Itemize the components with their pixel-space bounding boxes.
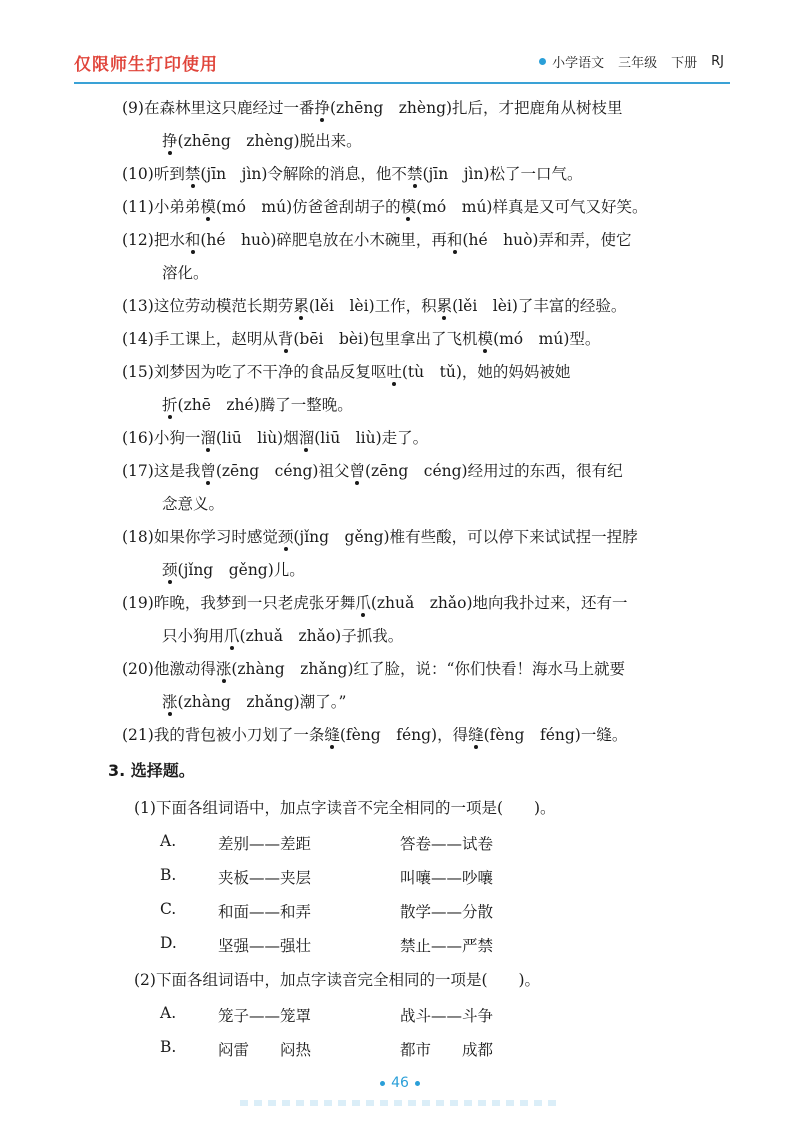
text-segment: (lěi lèi)了丰富的经验。 bbox=[452, 297, 627, 315]
text-segment: (zhuǎ zhǎo)子抓我。 bbox=[239, 627, 404, 645]
text-segment: (fèng féng)一缝。 bbox=[483, 726, 628, 744]
exercise-item bbox=[122, 191, 732, 224]
exercise-item-continuation bbox=[122, 620, 732, 653]
text-segment: (bēi bèi)包里拿出了飞机 bbox=[293, 330, 478, 348]
text-segment: 念意义。 bbox=[162, 495, 225, 513]
option-words-2: 战斗——斗争 bbox=[400, 1007, 494, 1025]
text-segment: (19)昨晚，我梦到一只老虎张牙舞 bbox=[122, 594, 356, 612]
exercise-item bbox=[122, 224, 732, 257]
text-segment: (mó mú)仿爸爸刮胡子的 bbox=[215, 198, 401, 216]
option-label: A. bbox=[160, 832, 177, 850]
exercise-list bbox=[122, 92, 732, 752]
exercise-item-continuation bbox=[122, 389, 732, 422]
exercise-item bbox=[122, 158, 732, 191]
bullet-dot-icon bbox=[415, 1081, 420, 1086]
exercise-item bbox=[122, 653, 732, 686]
q2-option-b[interactable] bbox=[160, 1038, 493, 1060]
exercise-item bbox=[122, 290, 732, 323]
footer-decoration bbox=[240, 1100, 560, 1106]
text-segment: (mó mú)样真是又可气又好笑。 bbox=[416, 198, 648, 216]
exercise-item bbox=[122, 587, 732, 620]
text-segment: 只小狗用 bbox=[162, 627, 225, 645]
text-segment: (20)他激动得 bbox=[122, 660, 216, 678]
bullet-dot-icon bbox=[539, 58, 546, 65]
text-segment: (mó mú)型。 bbox=[493, 330, 601, 348]
exercise-item-continuation bbox=[122, 686, 732, 719]
dotted-character: 模 bbox=[200, 191, 216, 224]
text-segment: (16)小狗一 bbox=[122, 429, 201, 447]
dotted-character: 模 bbox=[401, 191, 417, 224]
exercise-item bbox=[122, 356, 732, 389]
dotted-character: 背 bbox=[278, 323, 294, 356]
exercise-item bbox=[122, 323, 732, 356]
text-segment: (17)这是我 bbox=[122, 462, 201, 480]
text-segment: (zhàng zhǎng)潮了。” bbox=[177, 693, 347, 711]
dotted-character: 涨 bbox=[162, 686, 178, 719]
dotted-character: 禁 bbox=[185, 158, 201, 191]
question-2: (2)下面各组词语中，加点字读音完全相同的一项是( )。 bbox=[134, 971, 541, 989]
option-words-2: 叫嚷——吵嚷 bbox=[400, 869, 494, 887]
dotted-character: 累 bbox=[437, 290, 453, 323]
option-words-1: 闷雷 闷热 bbox=[218, 1041, 312, 1059]
option-label: D. bbox=[160, 934, 177, 952]
book-info bbox=[539, 52, 724, 71]
text-segment: (11)小弟弟 bbox=[122, 198, 201, 216]
dotted-character: 溜 bbox=[299, 422, 315, 455]
q1-option-b[interactable] bbox=[160, 866, 493, 888]
text-segment: (9)在森林里这只鹿经过一番 bbox=[122, 99, 315, 117]
dotted-character: 颈 bbox=[278, 521, 294, 554]
subject-label: 小学语文 bbox=[552, 56, 605, 71]
text-segment: (liū liù)走了。 bbox=[314, 429, 429, 447]
text-segment: (zēng céng)经用过的东西，很有纪 bbox=[364, 462, 623, 480]
exercise-item-continuation bbox=[122, 257, 732, 290]
option-words-1: 和面——和弄 bbox=[218, 903, 312, 921]
option-words-2: 都市 成都 bbox=[400, 1041, 494, 1059]
exercise-item bbox=[122, 455, 732, 488]
text-segment: (liū liù)烟 bbox=[215, 429, 299, 447]
exercise-item-continuation bbox=[122, 125, 732, 158]
dotted-character: 曾 bbox=[200, 455, 216, 488]
text-segment: (zēng céng)祖父 bbox=[215, 462, 350, 480]
option-words-1: 笼子——笼罩 bbox=[218, 1007, 312, 1025]
option-label: A. bbox=[160, 1004, 177, 1022]
text-segment: (jǐng gěng)儿。 bbox=[177, 561, 305, 579]
option-words-2: 禁止——严禁 bbox=[400, 937, 494, 955]
text-segment: (tù tǔ)，她的妈妈被她 bbox=[401, 363, 571, 381]
text-segment: (12)把水 bbox=[122, 231, 185, 249]
dotted-character: 爪 bbox=[224, 620, 240, 653]
q1-option-a[interactable] bbox=[160, 832, 493, 854]
exercise-item bbox=[122, 422, 732, 455]
exercise-item bbox=[122, 92, 732, 125]
dotted-character: 缝 bbox=[468, 719, 484, 752]
page-number: 46 bbox=[0, 1075, 800, 1091]
text-segment: (13)这位劳动模范长期劳 bbox=[122, 297, 294, 315]
option-label: B. bbox=[160, 866, 177, 884]
option-words-1: 夹板——夹层 bbox=[218, 869, 312, 887]
dotted-character: 和 bbox=[185, 224, 201, 257]
text-segment: (hé huò)碎肥皂放在小木碗里，再 bbox=[200, 231, 447, 249]
exercise-item bbox=[122, 719, 732, 752]
text-segment: (zhē zhé)腾了一整晚。 bbox=[177, 396, 353, 414]
q1-option-c[interactable] bbox=[160, 900, 493, 922]
dotted-character: 折 bbox=[162, 389, 178, 422]
text-segment: (jīn jìn)松了一口气。 bbox=[422, 165, 583, 183]
header-divider bbox=[74, 82, 730, 84]
text-segment: (fèng féng)，得 bbox=[339, 726, 469, 744]
dotted-character: 曾 bbox=[349, 455, 365, 488]
option-words-1: 差别——差距 bbox=[218, 835, 312, 853]
text-segment: (jǐng gěng)椎有些酸，可以停下来试试捏一捏脖 bbox=[293, 528, 638, 546]
print-notice: 仅限师生打印使用 bbox=[74, 55, 218, 75]
option-words-2: 答卷——试卷 bbox=[400, 835, 494, 853]
dotted-character: 模 bbox=[478, 323, 494, 356]
text-segment: (jīn jìn)令解除的消息，他不 bbox=[200, 165, 407, 183]
dotted-character: 挣 bbox=[314, 92, 330, 125]
dotted-character: 缝 bbox=[324, 719, 340, 752]
dotted-character: 累 bbox=[293, 290, 309, 323]
exercise-item bbox=[122, 521, 732, 554]
text-segment: 溶化。 bbox=[162, 264, 209, 282]
text-segment: (zhēng zhèng)脱出来。 bbox=[177, 132, 362, 150]
option-words-2: 散学——分散 bbox=[400, 903, 494, 921]
text-segment: (15)刘梦因为吃了不干净的食品反复呕 bbox=[122, 363, 387, 381]
bullet-dot-icon bbox=[380, 1081, 385, 1086]
option-label: C. bbox=[160, 900, 177, 918]
volume-label: 下册 bbox=[671, 56, 698, 71]
text-segment: (zhuǎ zhǎo)地向我扑过来，还有一 bbox=[370, 594, 628, 612]
grade-label: 三年级 bbox=[618, 56, 658, 71]
text-segment: (10)听到 bbox=[122, 165, 185, 183]
section-title: 3. 选择题。 bbox=[108, 761, 195, 780]
q2-option-a[interactable] bbox=[160, 1004, 493, 1026]
page-header bbox=[68, 46, 732, 78]
dotted-character: 溜 bbox=[200, 422, 216, 455]
text-segment: (18)如果你学习时感觉 bbox=[122, 528, 278, 546]
dotted-character: 颈 bbox=[162, 554, 178, 587]
option-label: B. bbox=[160, 1038, 177, 1056]
q1-option-d[interactable] bbox=[160, 934, 493, 956]
dotted-character: 和 bbox=[447, 224, 463, 257]
text-segment: (21)我的背包被小刀划了一条 bbox=[122, 726, 325, 744]
exercise-item-continuation bbox=[122, 554, 732, 587]
dotted-character: 爪 bbox=[355, 587, 371, 620]
text-segment: (hé huò)弄和弄，使它 bbox=[462, 231, 632, 249]
text-segment: (lěi lèi)工作，积 bbox=[308, 297, 437, 315]
dotted-character: 涨 bbox=[216, 653, 232, 686]
text-segment: (zhàng zhǎng)红了脸，说：“你们快看！海水马上就要 bbox=[231, 660, 625, 678]
edition-label: RJ bbox=[711, 54, 724, 69]
text-segment: (14)手工课上，赵明从 bbox=[122, 330, 278, 348]
dotted-character: 吐 bbox=[386, 356, 402, 389]
dotted-character: 挣 bbox=[162, 125, 178, 158]
dotted-character: 禁 bbox=[407, 158, 423, 191]
option-words-1: 坚强——强壮 bbox=[218, 937, 312, 955]
question-1: (1)下面各组词语中，加点字读音不完全相同的一项是( )。 bbox=[134, 799, 556, 817]
text-segment: (zhēng zhèng)扎后，才把鹿角从树枝里 bbox=[329, 99, 623, 117]
exercise-item-continuation bbox=[122, 488, 732, 521]
